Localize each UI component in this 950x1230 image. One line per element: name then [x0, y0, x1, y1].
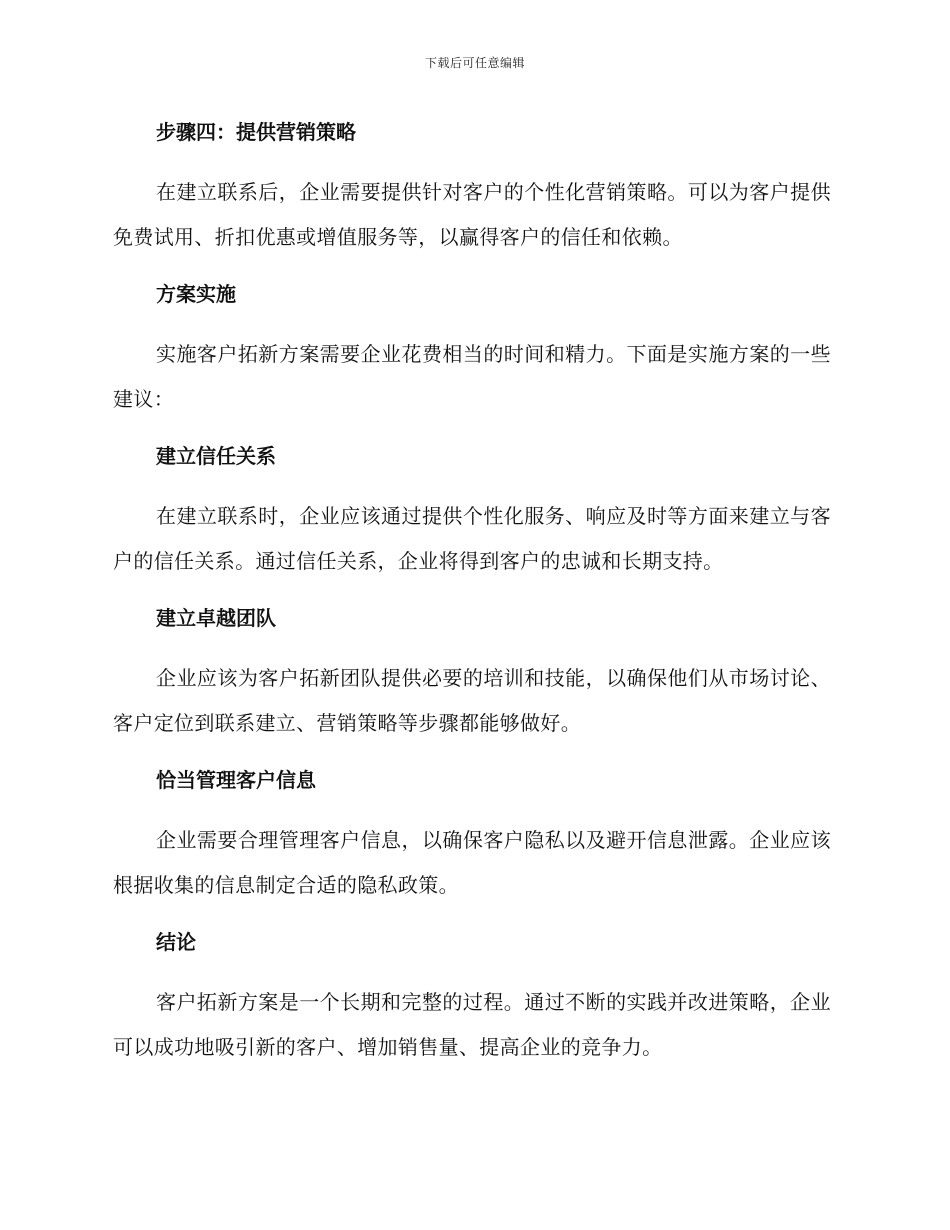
- section-paragraph: 在建立联系后，企业需要提供针对客户的个性化营销策略。可以为客户提供免费试用、折扣优惠或增值服务等，以赢得客户的信任和依赖。: [113, 180, 831, 249]
- section-paragraph: 在建立联系时，企业应该通过提供个性化服务、响应及时等方面来建立与客户的信任关系。通过信任关系，企业将得到客户的忠诚和长期支持。: [113, 504, 831, 573]
- section-trust: [113, 434, 831, 584]
- section-heading: 结论: [156, 930, 196, 954]
- section-paragraph: 客户拓新方案是一个长期和完整的过程。通过不断的实践并改进策略，企业可以成功地吸引新的客户、增加销售量、提高企业的竞争力。: [113, 990, 831, 1059]
- section-customer-info: [113, 758, 831, 908]
- section-heading: 步骤四：提供营销策略: [156, 120, 356, 144]
- section-conclusion: [113, 920, 831, 1070]
- section-heading: 方案实施: [156, 282, 236, 306]
- section-paragraph: 实施客户拓新方案需要企业花费相当的时间和精力。下面是实施方案的一些建议：: [113, 342, 831, 411]
- section-team: [113, 596, 831, 746]
- section-heading: 建立信任关系: [156, 444, 276, 468]
- section-heading: 建立卓越团队: [156, 606, 276, 630]
- page-header: 下载后可任意编辑: [424, 56, 525, 70]
- section-heading: 恰当管理客户信息: [156, 768, 316, 792]
- section-paragraph: 企业需要合理管理客户信息，以确保客户隐私以及避开信息泄露。企业应该根据收集的信息制定合适的隐私政策。: [113, 828, 831, 897]
- section-marketing-strategy: [113, 110, 831, 260]
- document-body: [113, 110, 831, 1082]
- section-implementation: [113, 272, 831, 422]
- section-paragraph: 企业应该为客户拓新团队提供必要的培训和技能，以确保他们从市场讨论、客户定位到联系建立、营销策略等步骤都能够做好。: [113, 666, 831, 735]
